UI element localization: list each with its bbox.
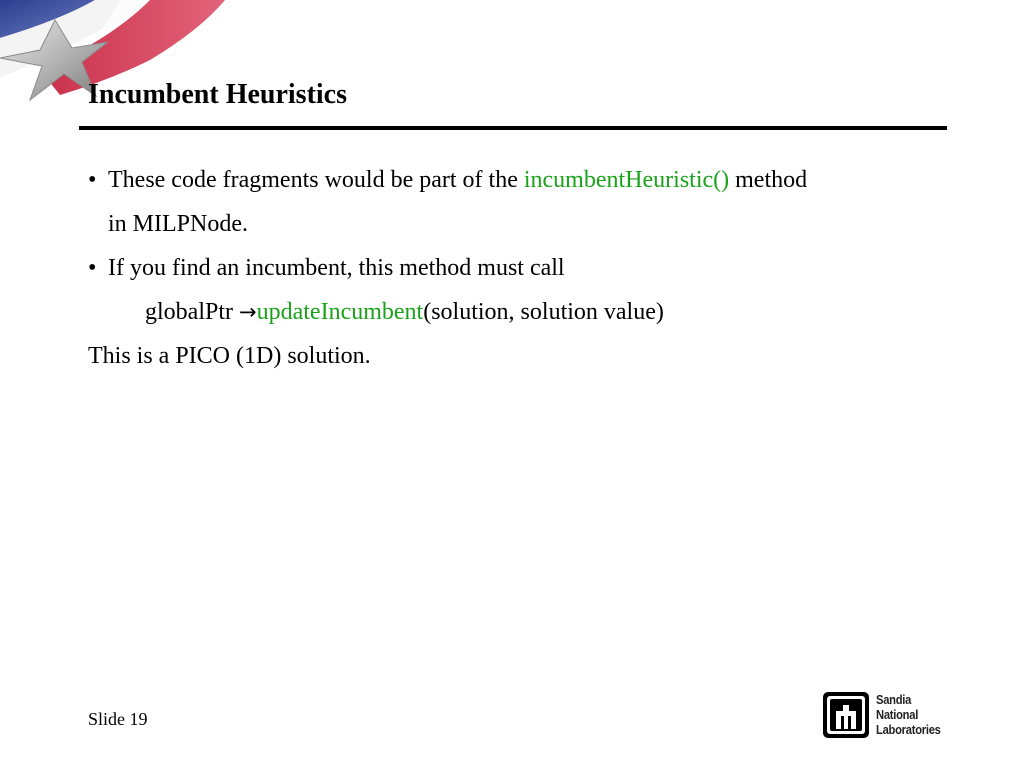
code-call-line: [145, 297, 664, 327]
logo-line-laboratories: Laboratories: [876, 722, 941, 737]
bullet-1: [88, 165, 807, 195]
bullet-1-method-name: incumbentHeuristic(): [523, 167, 730, 193]
arrow-icon: →: [239, 300, 257, 324]
logo-line-national: National: [876, 707, 919, 722]
solution-note: This is a PICO (1D) solution.: [88, 343, 371, 369]
code-suffix: (solution, solution value): [423, 299, 664, 325]
slide-number: Slide 19: [88, 709, 148, 729]
bullet-2: [88, 253, 565, 283]
logo-wordmark: [876, 692, 941, 737]
sandia-thunderbird-icon: [822, 691, 870, 739]
bullet-1-continuation: in MILPNode.: [108, 211, 248, 237]
bullet-2-text: If you find an incumbent, this method must call: [108, 255, 565, 281]
bullet-1-text-before: These code fragments would be part of the: [108, 167, 524, 193]
code-method-name: updateIncumbent: [256, 299, 424, 325]
bullet-1-text-after: method: [729, 167, 808, 193]
sandia-logo: [822, 691, 946, 741]
slide-title: Incumbent Heuristics: [88, 79, 347, 110]
bullet-marker: •: [88, 255, 97, 281]
logo-line-sandia: Sandia: [876, 692, 912, 707]
code-prefix: globalPtr: [145, 299, 239, 325]
bullet-marker: •: [88, 167, 97, 193]
title-divider: [79, 126, 947, 130]
